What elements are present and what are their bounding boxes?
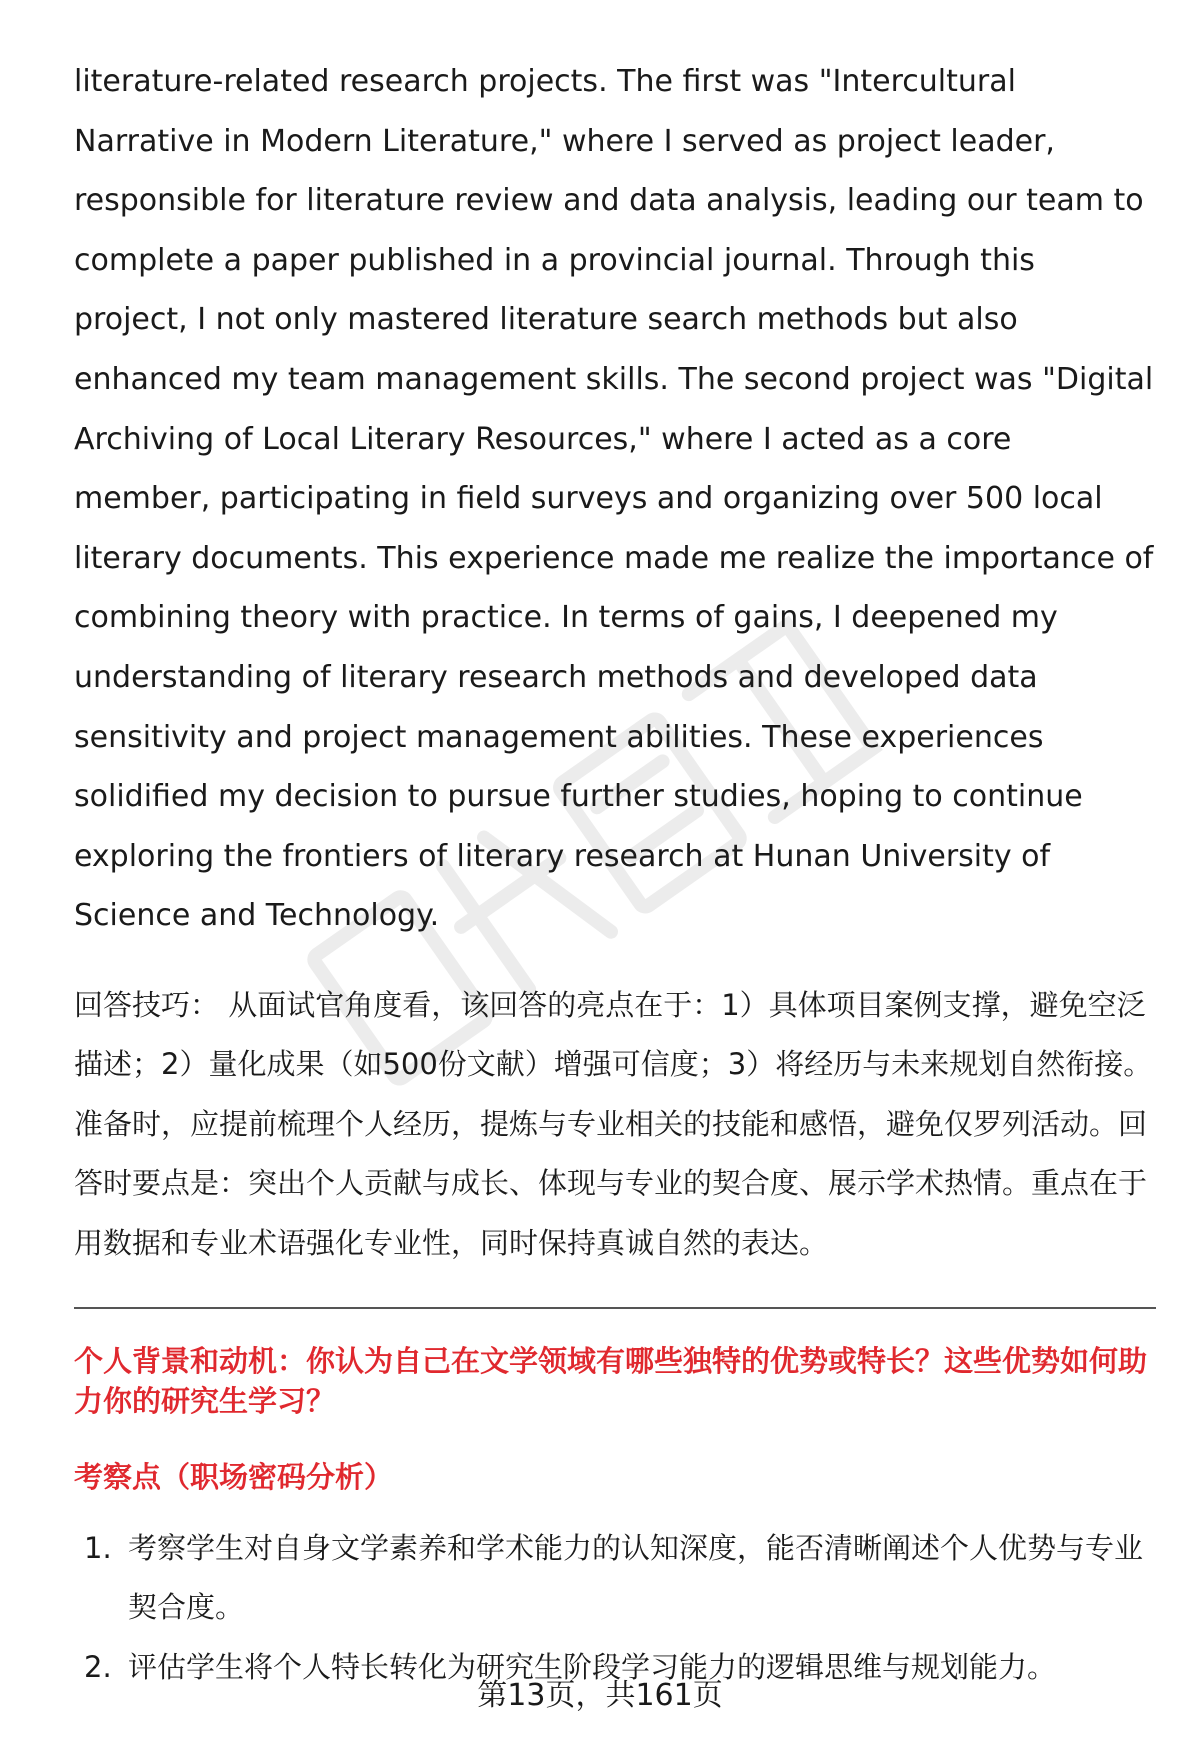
list-item-text: 评估学生将个人特长转化为研究生阶段学习能力的逻辑思维与规划能力。	[128, 1649, 1057, 1684]
page-content	[74, 52, 1154, 1697]
answer-paragraph: literature-related research projects. The first was "Intercultural Narrative in Modern Literature," where I served as project leader, responsible for literature review and data analysis, leading our team to complete a paper published in a provincial journal. Through this project, I not only mastered literature search methods but also enhanced my team management skills. The second project was "Digital Archiving of Local Literary Resources," where I acted as a core member, participating in field surveys and organizing over 500 local literary documents. This experience made me realize the importance of combining theory with practice. In terms of gains, I deepened my understanding of literary research methods and developed data sensitivity and project management abilities. These experiences solidified my decision to pursue further studies, hoping to continue exploring the frontiers of literary research at Hunan University of Science and Technology.	[74, 64, 1154, 934]
list-item-number: 1.	[84, 1530, 112, 1565]
tips-paragraph: 回答技巧： 从面试官角度看，该回答的亮点在于：1）具体项目案例支撑，避免空泛描述；2）量化成果（如500份文献）增强可信度；3）将经历与未来规划自然衔接。准备时，应提前梳理个人经历，提炼与专业相关的技能和感悟，避免仅罗列活动。回答时要点是：突出个人贡献与成长、体现与专业的契合度、展示学术热情。重点在于用数据和专业术语强化专业性，同时保持真诚自然的表达。	[74, 987, 1153, 1260]
section-divider	[74, 1307, 1156, 1309]
page-number-footer: 第13页，共161页	[477, 1678, 723, 1713]
list-item-text: 考察学生对自身文学素养和学术能力的认知深度，能否清晰阐述个人优势与专业契合度。	[128, 1530, 1144, 1625]
assessment-points-list	[74, 1519, 1154, 1697]
list-item	[74, 1519, 1154, 1638]
question-heading: 个人背景和动机：你认为自己在文学领域有哪些独特的优势或特长？这些优势如何助力你的研究生学习？	[74, 1343, 1148, 1418]
assessment-points-label: 考察点（职场密码分析）	[74, 1459, 394, 1494]
list-item-number: 2.	[84, 1649, 112, 1684]
